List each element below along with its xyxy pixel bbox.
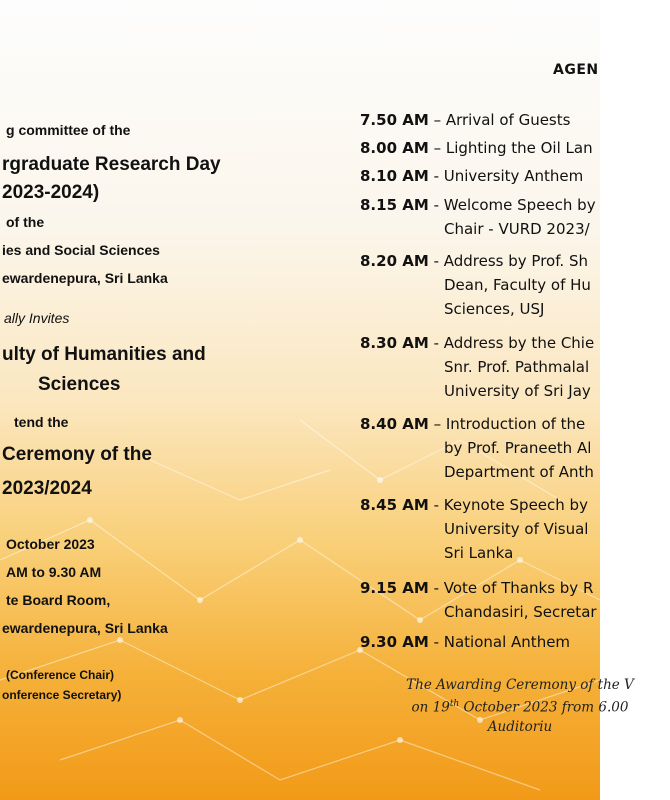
agenda-item bbox=[360, 630, 570, 654]
agenda-desc: Keynote Speech by bbox=[443, 496, 588, 514]
agenda-separator: - bbox=[433, 579, 439, 597]
agenda-desc: Arrival of Guests bbox=[445, 111, 571, 129]
attend-line: tend the bbox=[14, 414, 69, 430]
guest-line-1: ulty of Humanities and bbox=[2, 344, 206, 365]
of-the-line: of the bbox=[6, 214, 45, 230]
ceremony-line: Ceremony of the bbox=[2, 444, 152, 465]
agenda-time: 8.40 AM bbox=[360, 415, 429, 433]
agenda-desc: National Anthem bbox=[443, 633, 571, 651]
agenda-desc: Address by Prof. Sh bbox=[443, 252, 588, 270]
agenda-time: 8.30 AM bbox=[360, 334, 429, 352]
university-line: ewardenepura, Sri Lanka bbox=[2, 270, 168, 286]
signatory-secretary: onference Secretary) bbox=[2, 688, 122, 702]
event-date: October 2023 bbox=[6, 536, 95, 552]
faculty-line: ies and Social Sciences bbox=[2, 242, 160, 258]
agenda-item bbox=[360, 412, 594, 484]
agenda-separator: – bbox=[433, 139, 442, 157]
agenda-desc-cont: University of Sri Jay bbox=[444, 382, 591, 400]
organizer-line: g committee of the bbox=[6, 122, 131, 138]
agenda-item bbox=[360, 493, 588, 565]
agenda-time: 8.45 AM bbox=[360, 496, 429, 514]
agenda-time: 8.20 AM bbox=[360, 252, 429, 270]
agenda-desc: Address by the Chie bbox=[443, 334, 595, 352]
agenda-time: 8.00 AM bbox=[360, 139, 429, 157]
agenda-separator: - bbox=[433, 496, 439, 514]
venue-line-2: ewardenepura, Sri Lanka bbox=[2, 620, 168, 636]
agenda-item bbox=[360, 136, 593, 160]
agenda-title: AGEN bbox=[553, 62, 599, 78]
closing-date: October 2023 from 6.00 bbox=[459, 699, 629, 716]
invites-line: ally Invites bbox=[4, 310, 70, 326]
agenda-item bbox=[360, 576, 597, 624]
event-year: 2023-2024) bbox=[2, 182, 100, 203]
agenda-desc: Welcome Speech by bbox=[443, 196, 596, 214]
agenda-panel bbox=[300, 0, 634, 800]
agenda-desc-cont: by Prof. Praneeth Al bbox=[444, 439, 592, 457]
closing-sup: th bbox=[449, 699, 460, 709]
invitation-panel bbox=[0, 0, 300, 800]
agenda-time: 7.50 AM bbox=[360, 111, 429, 129]
venue-line-1: te Board Room, bbox=[6, 592, 111, 608]
agenda-separator: - bbox=[433, 633, 439, 651]
agenda-separator: - bbox=[433, 334, 439, 352]
agenda-item bbox=[360, 108, 570, 132]
agenda-desc-cont: University of Visual bbox=[444, 520, 589, 538]
agenda-time: 8.10 AM bbox=[360, 167, 429, 185]
guest-line-2: Sciences bbox=[38, 374, 121, 395]
event-time: AM to 9.30 AM bbox=[6, 564, 102, 580]
ceremony-year: 2023/2024 bbox=[2, 478, 92, 499]
agenda-item bbox=[360, 193, 596, 241]
agenda-item bbox=[360, 249, 591, 321]
agenda-desc-cont: Dean, Faculty of Hu bbox=[444, 276, 591, 294]
agenda-desc-cont: Chandasiri, Secretar bbox=[444, 603, 597, 621]
closing-line-1: The Awarding Ceremony of the V bbox=[406, 677, 634, 693]
agenda-separator: - bbox=[433, 167, 439, 185]
agenda-separator: - bbox=[433, 252, 439, 270]
agenda-desc: Vote of Thanks by R bbox=[443, 579, 594, 597]
agenda-desc-cont: Sciences, USJ bbox=[444, 300, 545, 318]
agenda-desc-cont: Department of Anth bbox=[444, 463, 594, 481]
agenda-time: 9.30 AM bbox=[360, 633, 429, 651]
closing-line-2 bbox=[370, 695, 670, 718]
agenda-item bbox=[360, 331, 594, 403]
agenda-desc: Lighting the Oil Lan bbox=[445, 139, 593, 157]
agenda-desc-cont: Sri Lanka bbox=[444, 544, 514, 562]
event-name-line: rgraduate Research Day bbox=[2, 154, 221, 175]
agenda-desc-cont: Snr. Prof. Pathmalal bbox=[444, 358, 590, 376]
agenda-time: 8.15 AM bbox=[360, 196, 429, 214]
agenda-item bbox=[360, 164, 583, 188]
agenda-desc-cont: Chair - VURD 2023/ bbox=[444, 220, 590, 238]
agenda-separator: – bbox=[433, 415, 442, 433]
signatory-chair: (Conference Chair) bbox=[6, 668, 115, 682]
closing-on: on 19 bbox=[411, 699, 450, 716]
closing-line-3: Auditoriu bbox=[487, 718, 553, 735]
agenda-separator: - bbox=[433, 196, 439, 214]
closing-note bbox=[370, 676, 670, 737]
agenda-desc: Introduction of the bbox=[445, 415, 586, 433]
agenda-desc: University Anthem bbox=[443, 167, 584, 185]
agenda-separator: – bbox=[433, 111, 442, 129]
agenda-time: 9.15 AM bbox=[360, 579, 429, 597]
